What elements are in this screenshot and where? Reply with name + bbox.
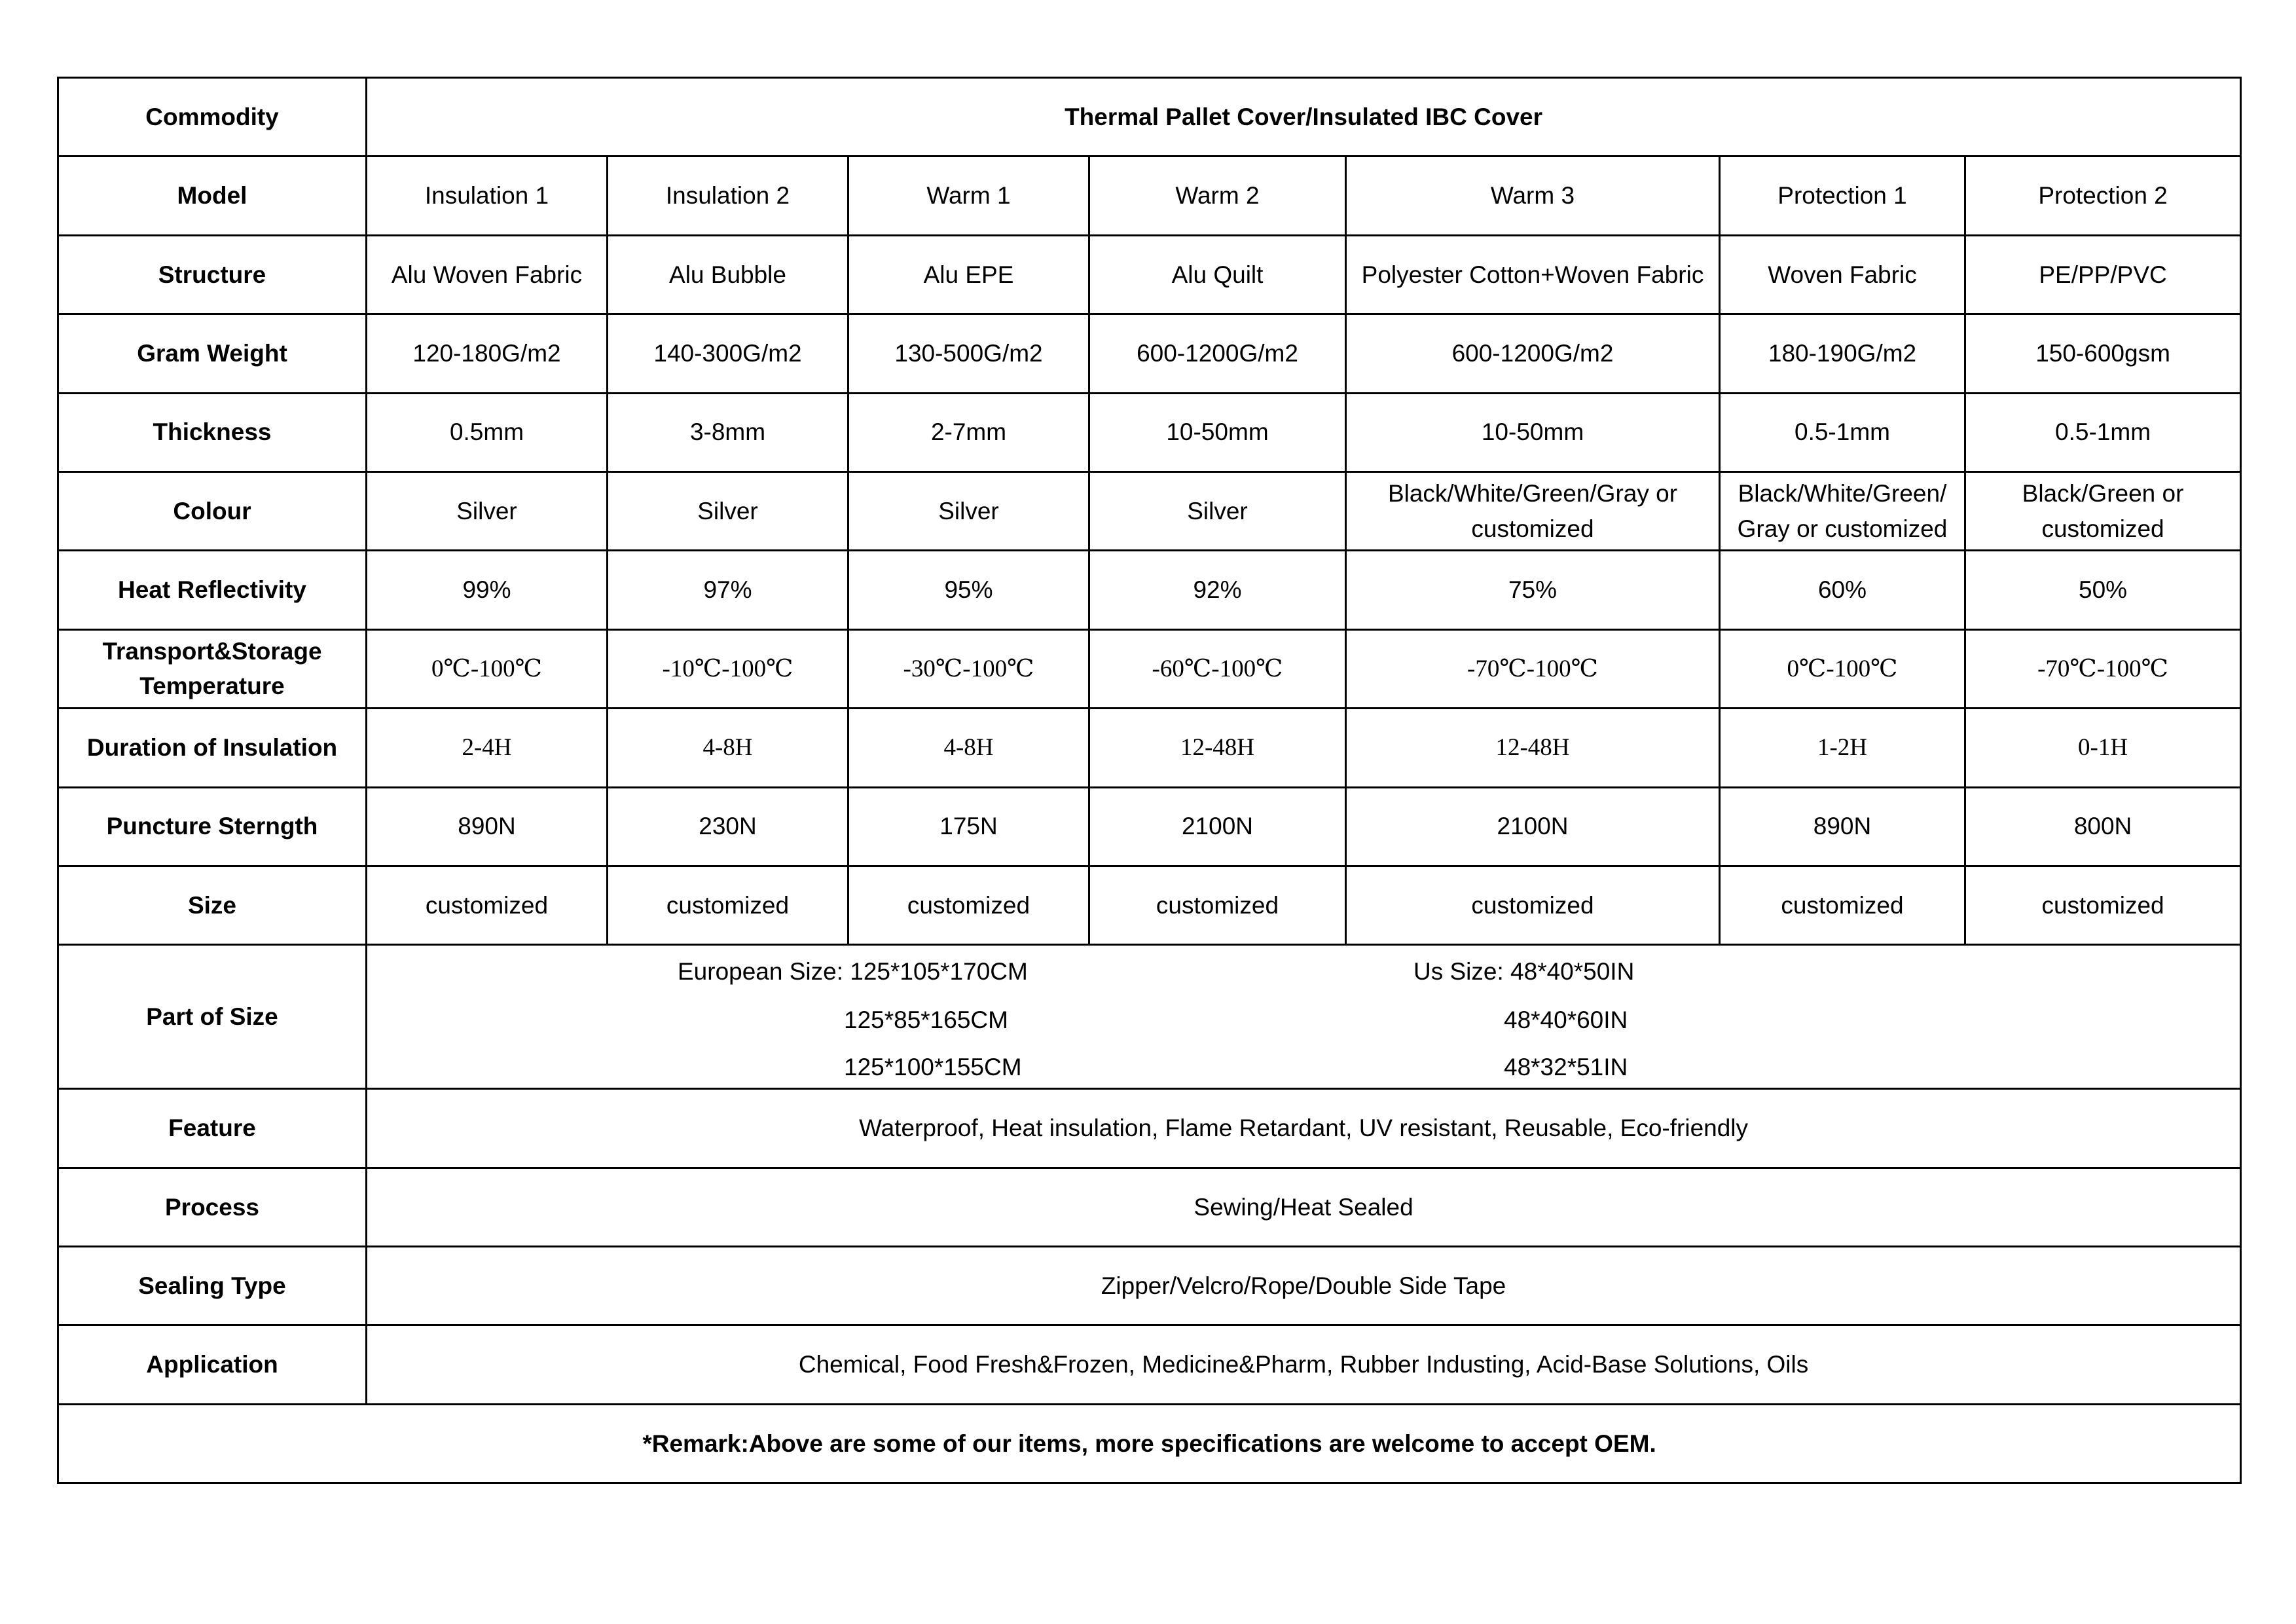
row-thickness <box>58 393 2241 471</box>
row-feature <box>58 1089 2241 1168</box>
cell-size: customized <box>367 866 608 944</box>
size-list <box>371 946 2236 1088</box>
cell-puncture-sterngth: 230N <box>608 787 848 866</box>
row-label: Application <box>58 1325 367 1404</box>
row-label: Structure <box>58 235 367 314</box>
row-label: Part of Size <box>58 945 367 1089</box>
cell-transport-storage-temperature: -70℃-100℃ <box>1346 629 1720 708</box>
cell-gram-weight: 180-190G/m2 <box>1720 314 1965 393</box>
cell-model: Protection 1 <box>1720 157 1965 235</box>
row-gram-weight <box>58 314 2241 393</box>
row-sealing-type <box>58 1247 2241 1325</box>
row-label: Heat Reflectivity <box>58 551 367 629</box>
cell-transport-storage-temperature: 0℃-100℃ <box>367 629 608 708</box>
cell-heat-reflectivity: 95% <box>848 551 1089 629</box>
cell-thickness: 3-8mm <box>608 393 848 471</box>
cell-structure: Woven Fabric <box>1720 235 1965 314</box>
row-puncture-sterngth <box>58 787 2241 866</box>
cell-colour: Silver <box>1089 471 1346 550</box>
remark-text: *Remark:Above are some of our items, more specifications are welcome to accept OEM. <box>58 1404 2241 1483</box>
cell-structure: Polyester Cotton+Woven Fabric <box>1346 235 1720 314</box>
cell-size: customized <box>1089 866 1346 944</box>
cell-colour: Silver <box>608 471 848 550</box>
cell-structure: Alu Woven Fabric <box>367 235 608 314</box>
cell-gram-weight: 130-500G/m2 <box>848 314 1089 393</box>
commodity-label: Commodity <box>58 78 367 157</box>
cell-puncture-sterngth: 175N <box>848 787 1089 866</box>
cell-heat-reflectivity: 60% <box>1720 551 1965 629</box>
us-size: Us Size: 48*40*50IN <box>1413 957 1635 985</box>
cell-size: customized <box>608 866 848 944</box>
cell-thickness: 10-50mm <box>1089 393 1346 471</box>
cell-gram-weight: 140-300G/m2 <box>608 314 848 393</box>
cell-transport-storage-temperature: -10℃-100℃ <box>608 629 848 708</box>
cell-thickness: 10-50mm <box>1346 393 1720 471</box>
cell-thickness: 0.5-1mm <box>1965 393 2241 471</box>
cell-size: customized <box>848 866 1089 944</box>
cell-puncture-sterngth: 890N <box>367 787 608 866</box>
row-colour <box>58 471 2241 550</box>
cell-application: Chemical, Food Fresh&Frozen, Medicine&Pharm, Rubber Industing, Acid-Base Solutions, Oils <box>367 1325 2241 1404</box>
row-label: Feature <box>58 1089 367 1168</box>
row-heat-reflectivity <box>58 551 2241 629</box>
cell-duration-of-insulation: 12-48H <box>1346 709 1720 787</box>
cell-gram-weight: 150-600gsm <box>1965 314 2241 393</box>
row-label: Sealing Type <box>58 1247 367 1325</box>
row-label: Puncture Sterngth <box>58 787 367 866</box>
cell-heat-reflectivity: 92% <box>1089 551 1346 629</box>
cell-gram-weight: 120-180G/m2 <box>367 314 608 393</box>
cell-duration-of-insulation: 0-1H <box>1965 709 2241 787</box>
row-label: Thickness <box>58 393 367 471</box>
cell-model: Protection 2 <box>1965 157 2241 235</box>
cell-transport-storage-temperature: -70℃-100℃ <box>1965 629 2241 708</box>
cell-puncture-sterngth: 2100N <box>1346 787 1720 866</box>
cell-colour: Silver <box>848 471 1089 550</box>
cell-model: Warm 2 <box>1089 157 1346 235</box>
cell-thickness: 0.5mm <box>367 393 608 471</box>
row-process <box>58 1168 2241 1246</box>
cell-duration-of-insulation: 4-8H <box>848 709 1089 787</box>
cell-colour: Black/White/Green/Gray or customized <box>1346 471 1720 550</box>
cell-structure: PE/PP/PVC <box>1965 235 2241 314</box>
cell-transport-storage-temperature: -60℃-100℃ <box>1089 629 1346 708</box>
cell-colour: Black/Green or customized <box>1965 471 2241 550</box>
part-of-size-values <box>367 945 2241 1089</box>
cell-thickness: 2-7mm <box>848 393 1089 471</box>
row-transport-storage-temperature <box>58 629 2241 708</box>
row-model <box>58 157 2241 235</box>
row-label: Colour <box>58 471 367 550</box>
cell-size: customized <box>1965 866 2241 944</box>
row-part-of-size <box>58 945 2241 1089</box>
cell-duration-of-insulation: 4-8H <box>608 709 848 787</box>
cell-size: customized <box>1346 866 1720 944</box>
cell-model: Warm 1 <box>848 157 1089 235</box>
cell-gram-weight: 600-1200G/m2 <box>1346 314 1720 393</box>
row-label: Gram Weight <box>58 314 367 393</box>
page-title: Thermal Pallet Cover/Insulated IBC Cover <box>367 78 2241 157</box>
row-size <box>58 866 2241 944</box>
cell-process: Sewing/Heat Sealed <box>367 1168 2241 1246</box>
cell-puncture-sterngth: 2100N <box>1089 787 1346 866</box>
row-label: Transport&Storage Temperature <box>58 629 367 708</box>
us-size: 48*32*51IN <box>1504 1053 1628 1080</box>
row-duration-of-insulation <box>58 709 2241 787</box>
cell-duration-of-insulation: 2-4H <box>367 709 608 787</box>
row-label: Size <box>58 866 367 944</box>
cell-structure: Alu EPE <box>848 235 1089 314</box>
cell-feature: Waterproof, Heat insulation, Flame Retardant, UV resistant, Reusable, Eco-friendly <box>367 1089 2241 1168</box>
cell-duration-of-insulation: 1-2H <box>1720 709 1965 787</box>
cell-structure: Alu Quilt <box>1089 235 1346 314</box>
spec-table <box>57 77 2242 1484</box>
row-remark <box>58 1404 2241 1483</box>
cell-model: Insulation 2 <box>608 157 848 235</box>
cell-colour: Silver <box>367 471 608 550</box>
cell-colour: Black/White/Green/ Gray or customized <box>1720 471 1965 550</box>
cell-puncture-sterngth: 890N <box>1720 787 1965 866</box>
row-label: Duration of Insulation <box>58 709 367 787</box>
european-size: 125*100*155CM <box>844 1053 1022 1080</box>
european-size: European Size: 125*105*170CM <box>678 957 1028 985</box>
european-size: 125*85*165CM <box>844 1006 1008 1033</box>
cell-heat-reflectivity: 97% <box>608 551 848 629</box>
us-size: 48*40*60IN <box>1504 1006 1628 1033</box>
cell-heat-reflectivity: 75% <box>1346 551 1720 629</box>
cell-heat-reflectivity: 99% <box>367 551 608 629</box>
row-application <box>58 1325 2241 1404</box>
cell-sealing-type: Zipper/Velcro/Rope/Double Side Tape <box>367 1247 2241 1325</box>
cell-gram-weight: 600-1200G/m2 <box>1089 314 1346 393</box>
cell-heat-reflectivity: 50% <box>1965 551 2241 629</box>
row-structure <box>58 235 2241 314</box>
row-label: Process <box>58 1168 367 1246</box>
cell-structure: Alu Bubble <box>608 235 848 314</box>
cell-model: Warm 3 <box>1346 157 1720 235</box>
row-label: Model <box>58 157 367 235</box>
cell-size: customized <box>1720 866 1965 944</box>
cell-duration-of-insulation: 12-48H <box>1089 709 1346 787</box>
cell-puncture-sterngth: 800N <box>1965 787 2241 866</box>
cell-thickness: 0.5-1mm <box>1720 393 1965 471</box>
cell-transport-storage-temperature: -30℃-100℃ <box>848 629 1089 708</box>
cell-model: Insulation 1 <box>367 157 608 235</box>
cell-transport-storage-temperature: 0℃-100℃ <box>1720 629 1965 708</box>
commodity-row <box>58 78 2241 157</box>
